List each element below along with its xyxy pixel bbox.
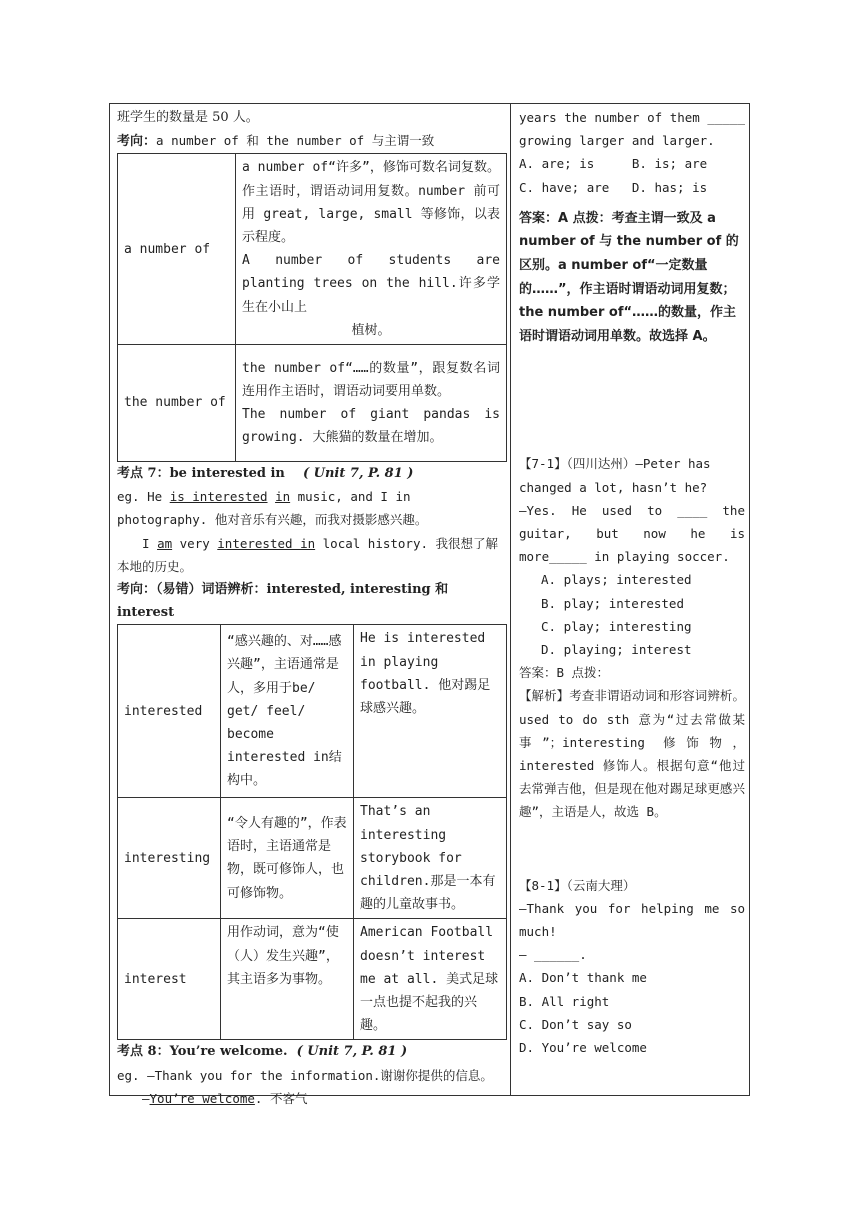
option-c: C. Don’t say so bbox=[519, 1016, 632, 1032]
answer-explanation: 答案：A 点拨：考查主谓一致及 a number of 与 the number of 的区别。a number of“一定数量的……”，作主语时谓语动词用复数；the number of“……的数量，作主语时谓语动词用单数。故选择 A。 bbox=[519, 210, 739, 344]
kp8-title: 考点 8：You’re welcome. ( Unit 7, P. 81 ) bbox=[117, 1044, 408, 1060]
continued-sentence: 班学生的数量是 50 人。 bbox=[117, 110, 259, 125]
question-options-ab: A. are; is B. is; are bbox=[519, 156, 708, 172]
kp6-heading: 考向：a number of 和 the number of 与主谓一致 bbox=[117, 133, 435, 150]
option-d: D. You’re welcome bbox=[519, 1040, 647, 1056]
table-row bbox=[118, 625, 507, 798]
interest-table bbox=[117, 624, 507, 1040]
question-options-cd: C. have; are D. has; is bbox=[519, 179, 708, 195]
question-continued: years the number of them _____ growing larger and larger. bbox=[519, 110, 745, 149]
table-cell-key: a number of bbox=[118, 154, 236, 345]
option-a: A. plays; interested bbox=[541, 572, 692, 588]
spacer bbox=[519, 348, 745, 452]
exercise-8-1-blank: — ______. bbox=[519, 947, 587, 963]
number-of-table bbox=[117, 153, 507, 462]
kp8-response: —You’re welcome. 不客气 bbox=[142, 1090, 308, 1106]
table-cell-word: interest bbox=[118, 919, 221, 1040]
table-cell-meaning: “感兴趣的、对……感兴趣”，主语通常是人，多用于be/ get/ feel/ become interested in结构中。 bbox=[221, 625, 354, 798]
table-cell-example: American Football doesn’t interest me at all. 美式足球一点也提不起我的兴趣。 bbox=[354, 919, 507, 1040]
table-cell-meaning: “令人有趣的”，作表语时，主语通常是物，既可修饰人，也可修饰物。 bbox=[221, 798, 354, 919]
kp7-example: eg. He is interested in music, and I in photography. 他对音乐有兴趣，而我对摄影感兴趣。 bbox=[117, 489, 428, 528]
table-cell-meaning: 用作动词，意为“使（人）发生兴趣”，其主语多为事物。 bbox=[221, 919, 354, 1040]
exercise-7-1: 【7-1】（四川达州）—Peter has changed a lot, hasn’t he? bbox=[519, 456, 711, 495]
right-column bbox=[519, 106, 745, 1059]
table-cell-example: That’s an interesting storybook for children.那是一本有趣的儿童故事书。 bbox=[354, 798, 507, 919]
table-row bbox=[118, 345, 507, 462]
kp8-example: eg. —Thank you for the information.谢谢你提供的信息。 bbox=[117, 1067, 493, 1083]
table-row bbox=[118, 154, 507, 345]
option-c: C. play; interesting bbox=[541, 618, 692, 634]
option-b: B. All right bbox=[519, 993, 610, 1009]
table-row bbox=[118, 798, 507, 919]
spacer bbox=[519, 824, 745, 874]
table-cell-key: the number of bbox=[118, 345, 236, 462]
kp7-title: 考点 7：be interested in ( Unit 7, P. 81 ) bbox=[117, 466, 414, 482]
table-cell-example: He is interested in playing football. 他对踢足球感兴趣。 bbox=[354, 625, 507, 798]
exercise-7-1-body: —Yes. He used to ____ the guitar, but now he is more_____ in playing soccer. bbox=[519, 502, 745, 565]
exercise-7-1-answer: 答案：B 点拨： bbox=[519, 665, 610, 681]
option-a: A. Don’t thank me bbox=[519, 970, 647, 986]
table-cell-desc: a number of“许多”，修饰可数名词复数。作主语时，谓语动词用复数。number 前可用 great, large, small 等修饰，以表示程度。 A number of students are planting trees on the hill.许多学生在小山上 植树。 bbox=[236, 154, 507, 345]
table-cell-word: interesting bbox=[118, 798, 221, 919]
option-b: B. play; interested bbox=[541, 595, 684, 611]
exercise-8-1: 【8-1】（云南大理） bbox=[519, 877, 636, 893]
table-cell-desc: the number of“……的数量”，跟复数名词连用作主语时，谓语动词要用单数。 The number of giant pandas is growing. 大熊猫的数量在增加。 bbox=[236, 345, 507, 462]
left-column bbox=[117, 106, 507, 1110]
exercise-7-1-analysis: 【解析】考查非谓语动词和形容词辨析。used to do sth 意为“过去常做某事”；interesting 修饰物，interested 修饰人。根据句意“他过去常弹吉他，但是现在他对踢足球更感兴趣”，主语是人，故选 B。 bbox=[519, 688, 745, 820]
kp7-example-2: I am very interested in local history. 我很想了解本地的历史。 bbox=[117, 535, 499, 574]
column-divider bbox=[510, 103, 511, 1096]
table-cell-word: interested bbox=[118, 625, 221, 798]
table-row bbox=[118, 919, 507, 1040]
option-d: D. playing; interest bbox=[541, 642, 692, 657]
exercise-8-1-body: —Thank you for helping me so much! bbox=[519, 900, 745, 940]
kp7-heading: 考向：（易错）词语辨析：interested, interesting 和 interest bbox=[117, 582, 449, 621]
